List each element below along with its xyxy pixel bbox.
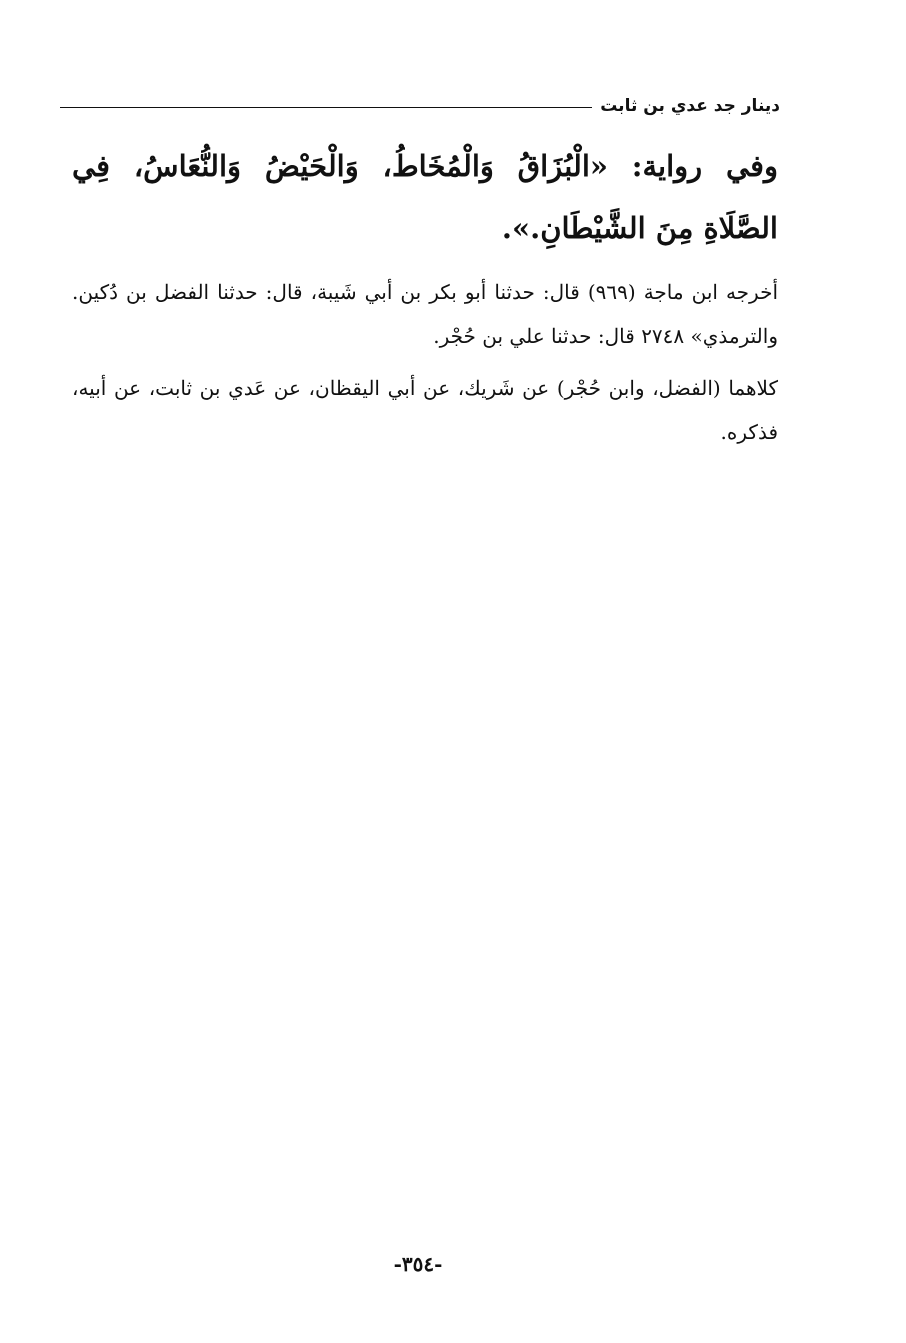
header-rule bbox=[60, 107, 592, 108]
page-number: -٣٥٤- bbox=[393, 1252, 443, 1276]
running-title: دينار جد عدي بن ثابت bbox=[600, 96, 780, 116]
note-paragraph-2: كلاهما (الفضل، وابن حُجْر) عن شَريك، عن أبي اليقظان، عن عَدي بن ثابت، عن أبيه، فذكره. bbox=[72, 376, 778, 444]
running-head bbox=[60, 88, 780, 116]
takhrij-notes bbox=[72, 270, 778, 462]
note-paragraph-1: أخرجه ابن ماجة (٩٦٩) قال: حدثنا أبو بكر بن أبي شَيبة، قال: حدثنا الفضل بن دُكين. والترمذي» ٢٧٤٨ قال: حدثنا علي بن حُجْر. bbox=[72, 280, 778, 348]
hadith-text: وفي رواية: «الْبُزَاقُ وَالْمُخَاطُ، وَالْحَيْضُ وَالنُّعَاسُ، فِي الصَّلَاةِ مِنَ الشَّيْطَانِ.». bbox=[72, 149, 778, 245]
